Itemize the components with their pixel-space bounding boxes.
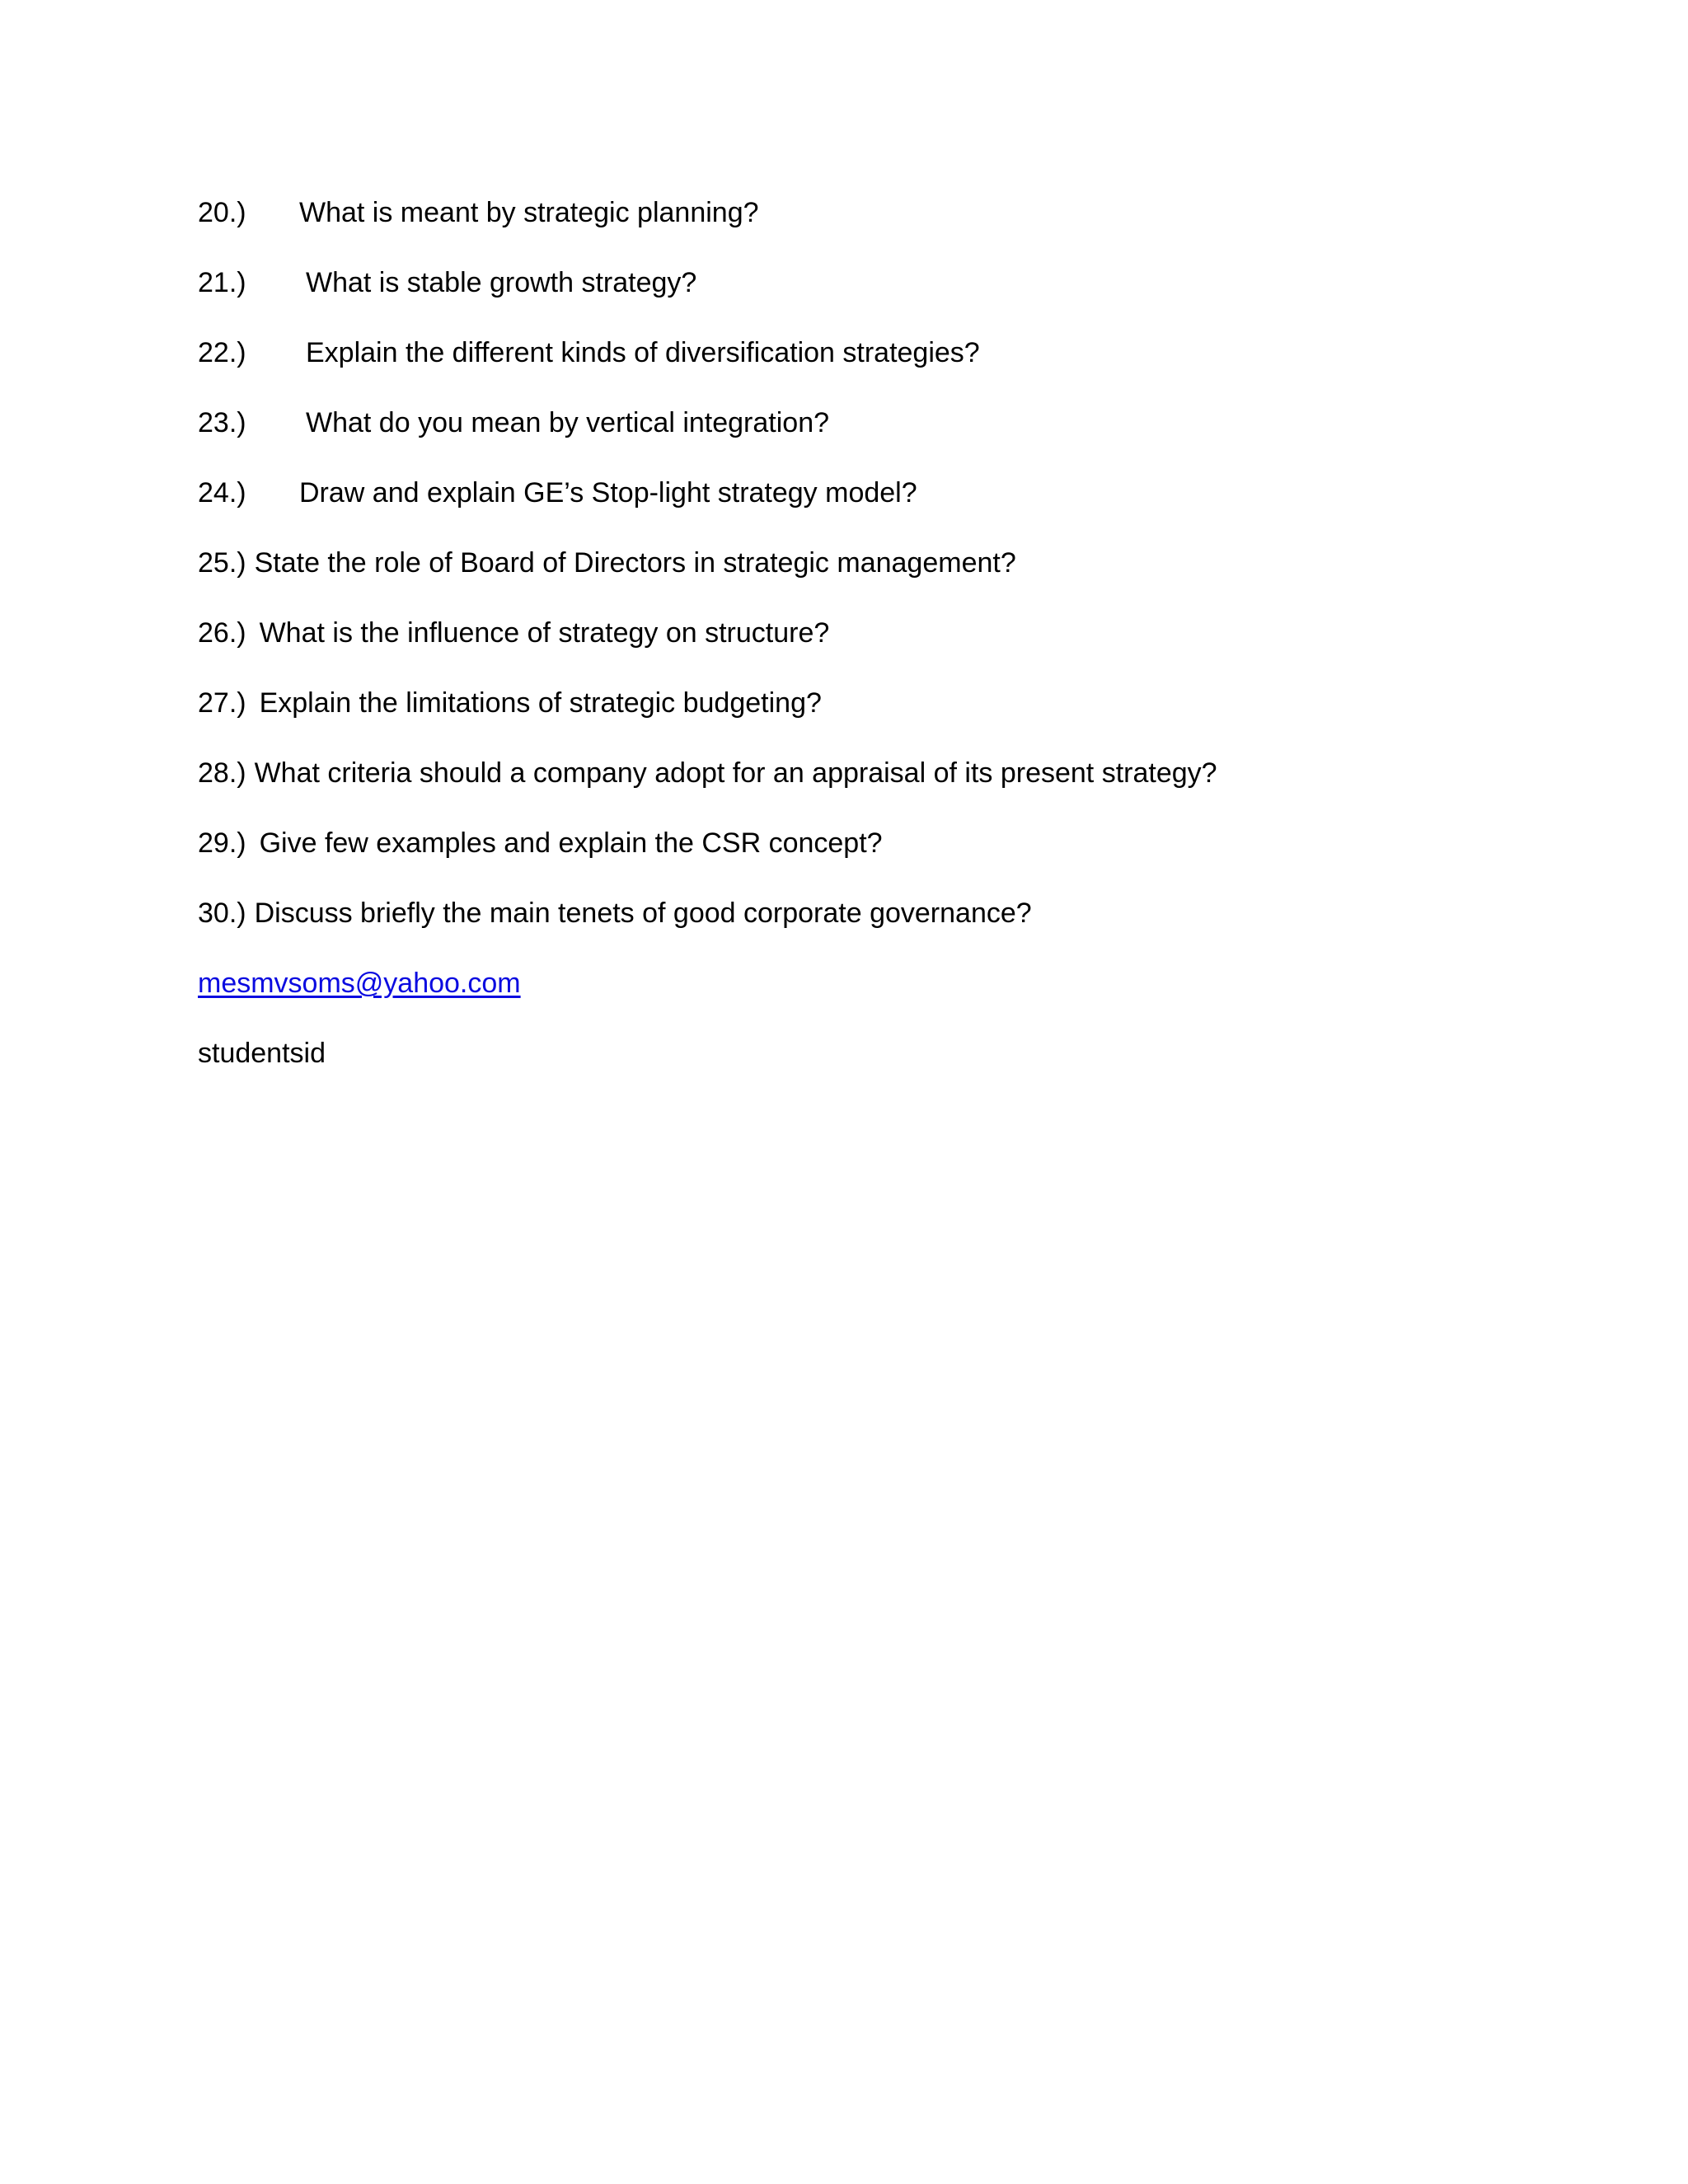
question-number: 28.) (198, 757, 246, 789)
question-item (198, 616, 1517, 649)
question-item (198, 687, 1517, 719)
question-item (198, 266, 1517, 299)
question-number: 21.) (198, 267, 246, 298)
question-item (198, 406, 1517, 439)
question-number: 29.) (198, 827, 246, 859)
question-item (198, 757, 1517, 790)
footer-note: studentsid (198, 1038, 326, 1069)
question-text: What do you mean by vertical integration? (306, 407, 830, 438)
email-link[interactable]: mesmvsoms@yahoo.com (198, 968, 521, 999)
question-number: 22.) (198, 337, 246, 368)
question-text: Explain the limitations of strategic budgeting? (259, 687, 822, 719)
question-text: What is meant by strategic planning? (299, 197, 759, 228)
email-line (198, 967, 1517, 1000)
question-number: 26.) (198, 617, 246, 649)
question-item (198, 897, 1517, 930)
question-list (198, 196, 1517, 1107)
question-item (198, 476, 1517, 509)
question-text: Discuss briefly the main tenets of good corporate governance? (254, 898, 1032, 929)
question-number: 20.) (198, 197, 246, 228)
question-number: 23.) (198, 407, 246, 438)
question-text: Explain the different kinds of diversification strategies? (306, 337, 980, 368)
question-item (198, 336, 1517, 369)
question-item (198, 827, 1517, 860)
question-text: What is the influence of strategy on structure? (259, 617, 830, 649)
question-number: 24.) (198, 477, 246, 509)
question-text: What is stable growth strategy? (306, 267, 697, 298)
question-item (198, 546, 1517, 579)
question-text: Give few examples and explain the CSR concept? (259, 827, 883, 859)
question-number: 25.) (198, 547, 246, 579)
question-number: 30.) (198, 898, 246, 929)
question-text: State the role of Board of Directors in strategic management? (254, 547, 1016, 579)
question-text: Draw and explain GE’s Stop-light strategy model? (299, 477, 917, 509)
question-text: What criteria should a company adopt for an appraisal of its present strategy? (254, 757, 1217, 789)
question-number: 27.) (198, 687, 246, 719)
question-item (198, 196, 1517, 229)
